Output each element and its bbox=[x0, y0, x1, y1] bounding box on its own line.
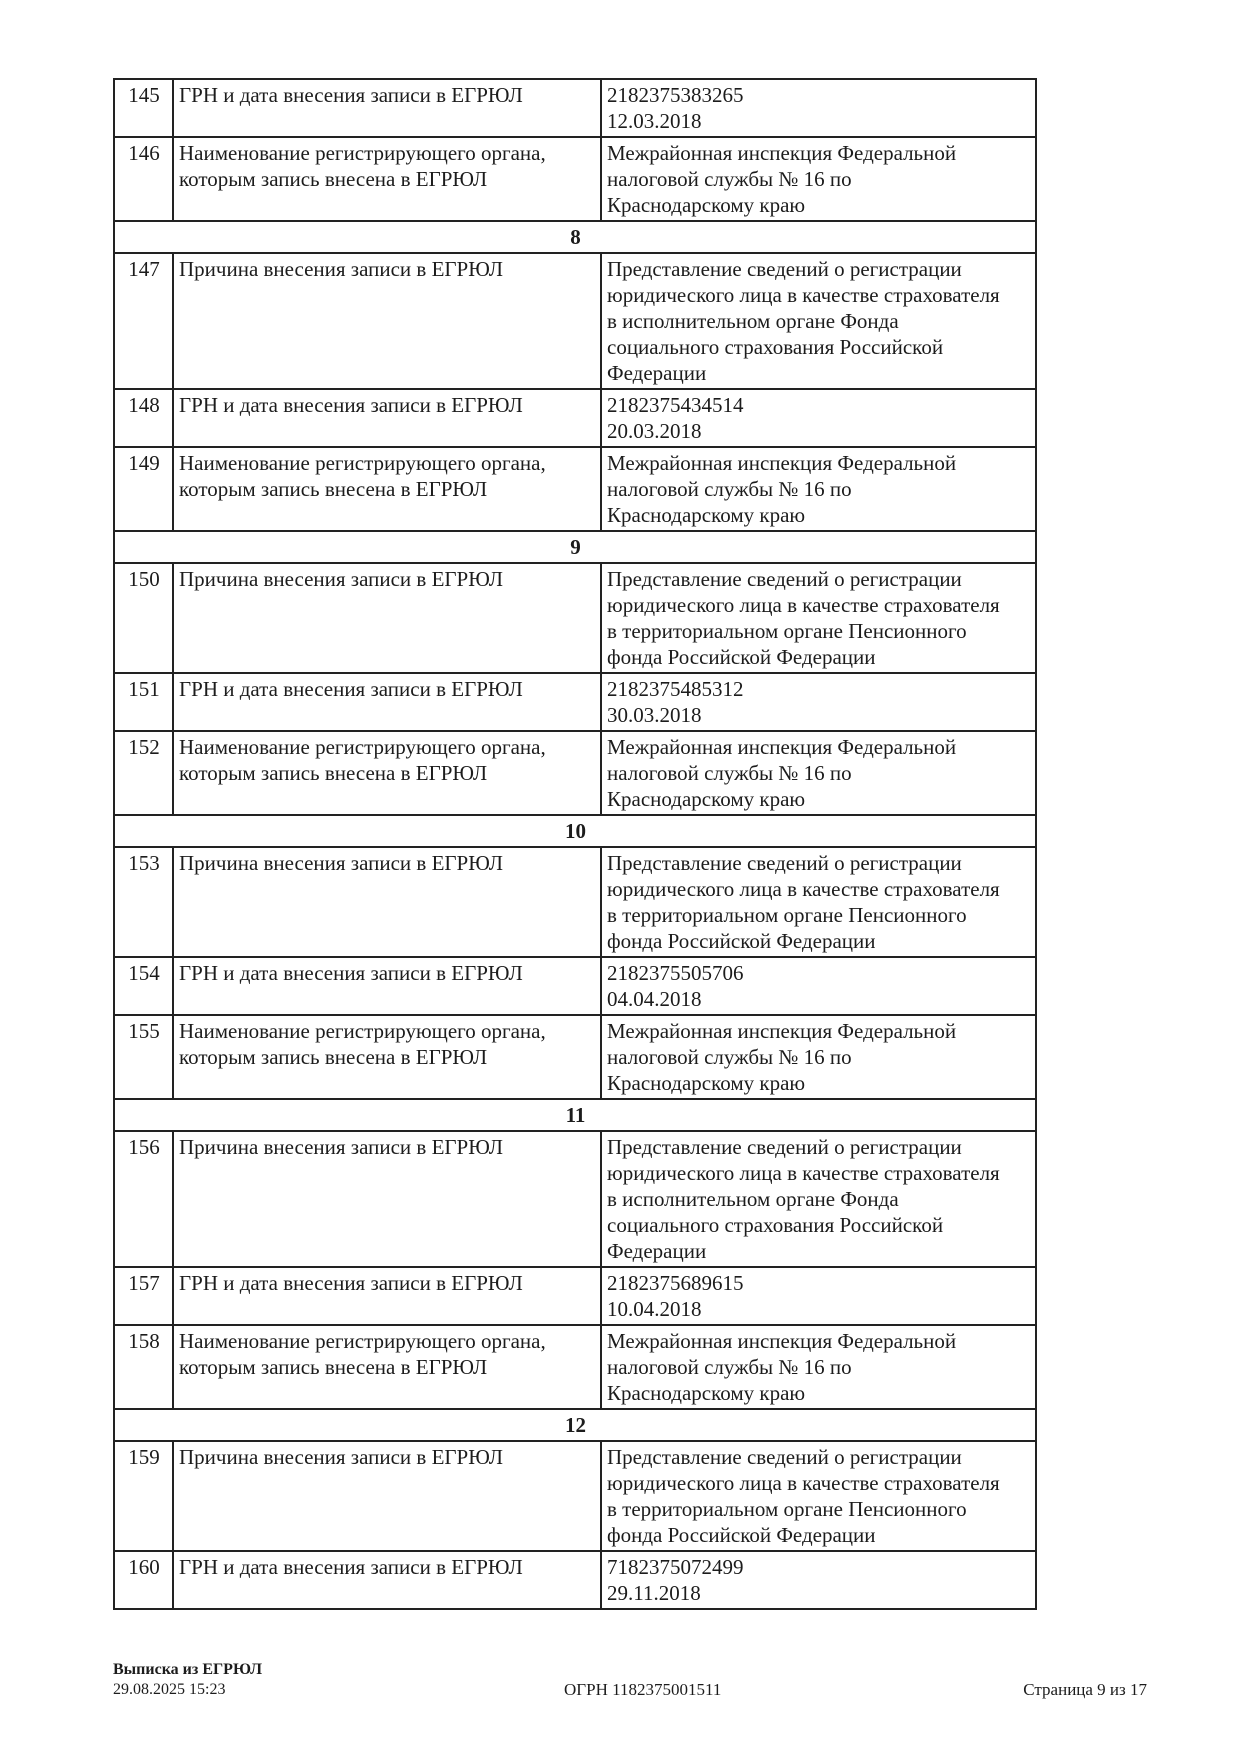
record-number: 150 bbox=[114, 563, 173, 673]
table-row bbox=[114, 731, 1036, 815]
record-value-line: Межрайонная инспекция Федеральной bbox=[607, 451, 957, 475]
table-row bbox=[114, 253, 1036, 389]
table-row bbox=[114, 563, 1036, 673]
table-row bbox=[114, 957, 1036, 1015]
record-value-line: юридического лица в качестве страхователя bbox=[607, 877, 1000, 901]
record-label bbox=[173, 447, 601, 531]
record-value-line: налоговой службы № 16 по bbox=[607, 1045, 852, 1069]
record-value-line: налоговой службы № 16 по bbox=[607, 477, 852, 501]
table-row bbox=[114, 79, 1036, 137]
record-value-line: Краснодарскому краю bbox=[607, 787, 806, 811]
record-value-line: 2182375485312 bbox=[607, 677, 744, 701]
record-label-line: Причина внесения записи в ЕГРЮЛ bbox=[179, 257, 504, 281]
record-value-line: Федерации bbox=[607, 361, 707, 385]
table-row bbox=[114, 1267, 1036, 1325]
record-value bbox=[601, 79, 1036, 137]
record-value-line: 04.04.2018 bbox=[607, 987, 702, 1011]
record-value-line: юридического лица в качестве страхователя bbox=[607, 1161, 1000, 1185]
table-row bbox=[114, 847, 1036, 957]
record-number: 151 bbox=[114, 673, 173, 731]
record-label bbox=[173, 389, 601, 447]
record-value-line: налоговой службы № 16 по bbox=[607, 167, 852, 191]
record-value-line: юридического лица в качестве страхователя bbox=[607, 283, 1000, 307]
footer-ogrn: ОГРН 1182375001511 bbox=[564, 1680, 722, 1699]
footer-doc-name: Выписка из ЕГРЮЛ bbox=[113, 1661, 263, 1678]
section-number: 8 bbox=[114, 221, 1036, 253]
record-value-line: фонда Российской Федерации bbox=[607, 1523, 876, 1547]
section-number: 10 bbox=[114, 815, 1036, 847]
record-number: 145 bbox=[114, 79, 173, 137]
record-number: 149 bbox=[114, 447, 173, 531]
table-row bbox=[114, 389, 1036, 447]
record-label-line: которым запись внесена в ЕГРЮЛ bbox=[179, 1045, 488, 1069]
record-value-line: Краснодарскому краю bbox=[607, 1381, 806, 1405]
table-row bbox=[114, 1441, 1036, 1551]
record-number: 159 bbox=[114, 1441, 173, 1551]
page-footer bbox=[113, 1660, 1147, 1700]
record-label-line: ГРН и дата внесения записи в ЕГРЮЛ bbox=[179, 83, 523, 107]
record-number: 146 bbox=[114, 137, 173, 221]
record-value-line: 12.03.2018 bbox=[607, 109, 702, 133]
record-label bbox=[173, 731, 601, 815]
record-value-line: Краснодарскому краю bbox=[607, 1071, 806, 1095]
record-value-line: Представление сведений о регистрации bbox=[607, 567, 962, 591]
record-value-line: в территориальном органе Пенсионного bbox=[607, 619, 967, 643]
footer-left-block bbox=[113, 1660, 262, 1700]
table-row bbox=[114, 673, 1036, 731]
record-value bbox=[601, 1441, 1036, 1551]
record-value bbox=[601, 447, 1036, 531]
record-label-line: ГРН и дата внесения записи в ЕГРЮЛ bbox=[179, 677, 523, 701]
section-header-row bbox=[114, 815, 1036, 847]
record-label bbox=[173, 563, 601, 673]
section-header-row bbox=[114, 1099, 1036, 1131]
record-value-line: юридического лица в качестве страхователя bbox=[607, 593, 1000, 617]
record-value-line: Межрайонная инспекция Федеральной bbox=[607, 141, 957, 165]
record-label-line: Причина внесения записи в ЕГРЮЛ bbox=[179, 1445, 504, 1469]
record-value-line: 2182375434514 bbox=[607, 393, 744, 417]
section-number: 9 bbox=[114, 531, 1036, 563]
record-label bbox=[173, 1551, 601, 1609]
record-value-line: Представление сведений о регистрации bbox=[607, 851, 962, 875]
record-value bbox=[601, 563, 1036, 673]
section-number: 11 bbox=[114, 1099, 1036, 1131]
record-number: 155 bbox=[114, 1015, 173, 1099]
record-value bbox=[601, 253, 1036, 389]
record-label-line: которым запись внесена в ЕГРЮЛ bbox=[179, 761, 488, 785]
record-value bbox=[601, 1131, 1036, 1267]
table-row bbox=[114, 137, 1036, 221]
record-value-line: Представление сведений о регистрации bbox=[607, 257, 962, 281]
record-label-line: Причина внесения записи в ЕГРЮЛ bbox=[179, 567, 504, 591]
section-header-row bbox=[114, 531, 1036, 563]
record-label bbox=[173, 847, 601, 957]
record-value bbox=[601, 957, 1036, 1015]
record-number: 153 bbox=[114, 847, 173, 957]
record-value-line: 2182375689615 bbox=[607, 1271, 744, 1295]
record-label-line: Наименование регистрирующего органа, bbox=[179, 1019, 546, 1043]
section-header-row bbox=[114, 1409, 1036, 1441]
record-value-line: социального страхования Российской bbox=[607, 1213, 944, 1237]
record-label-line: ГРН и дата внесения записи в ЕГРЮЛ bbox=[179, 1555, 523, 1579]
record-label-line: Причина внесения записи в ЕГРЮЛ bbox=[179, 1135, 504, 1159]
record-value-line: Краснодарскому краю bbox=[607, 193, 806, 217]
record-value-line: налоговой службы № 16 по bbox=[607, 761, 852, 785]
record-value bbox=[601, 1551, 1036, 1609]
record-value-line: фонда Российской Федерации bbox=[607, 645, 876, 669]
record-value-line: 7182375072499 bbox=[607, 1555, 744, 1579]
record-value-line: Краснодарскому краю bbox=[607, 503, 806, 527]
record-label bbox=[173, 253, 601, 389]
record-label bbox=[173, 1131, 601, 1267]
record-label bbox=[173, 79, 601, 137]
table-body bbox=[114, 79, 1036, 1609]
record-label bbox=[173, 1325, 601, 1409]
footer-page-number: Страница 9 из 17 bbox=[1023, 1680, 1147, 1699]
record-value-line: 2182375505706 bbox=[607, 961, 744, 985]
record-label-line: ГРН и дата внесения записи в ЕГРЮЛ bbox=[179, 1271, 523, 1295]
section-header-row bbox=[114, 221, 1036, 253]
record-value bbox=[601, 137, 1036, 221]
record-label-line: ГРН и дата внесения записи в ЕГРЮЛ bbox=[179, 393, 523, 417]
record-value-line: Межрайонная инспекция Федеральной bbox=[607, 1329, 957, 1353]
record-label-line: Наименование регистрирующего органа, bbox=[179, 735, 546, 759]
record-value-line: в территориальном органе Пенсионного bbox=[607, 903, 967, 927]
record-number: 160 bbox=[114, 1551, 173, 1609]
record-label bbox=[173, 137, 601, 221]
table-row bbox=[114, 1325, 1036, 1409]
record-value-line: Представление сведений о регистрации bbox=[607, 1135, 962, 1159]
record-number: 158 bbox=[114, 1325, 173, 1409]
table-row bbox=[114, 1015, 1036, 1099]
record-value bbox=[601, 389, 1036, 447]
record-value bbox=[601, 1015, 1036, 1099]
record-value-line: налоговой службы № 16 по bbox=[607, 1355, 852, 1379]
record-number: 156 bbox=[114, 1131, 173, 1267]
record-value-line: Представление сведений о регистрации bbox=[607, 1445, 962, 1469]
record-label-line: которым запись внесена в ЕГРЮЛ bbox=[179, 477, 488, 501]
record-value-line: 2182375383265 bbox=[607, 83, 744, 107]
record-label-line: Причина внесения записи в ЕГРЮЛ bbox=[179, 851, 504, 875]
section-number: 12 bbox=[114, 1409, 1036, 1441]
record-value-line: в исполнительном органе Фонда bbox=[607, 1187, 899, 1211]
record-label bbox=[173, 1441, 601, 1551]
record-value bbox=[601, 847, 1036, 957]
record-label bbox=[173, 1015, 601, 1099]
record-number: 157 bbox=[114, 1267, 173, 1325]
record-value-line: Федерации bbox=[607, 1239, 707, 1263]
record-value-line: фонда Российской Федерации bbox=[607, 929, 876, 953]
record-number: 152 bbox=[114, 731, 173, 815]
record-value-line: 10.04.2018 bbox=[607, 1297, 702, 1321]
record-number: 154 bbox=[114, 957, 173, 1015]
record-label-line: Наименование регистрирующего органа, bbox=[179, 141, 546, 165]
record-value-line: 30.03.2018 bbox=[607, 703, 702, 727]
record-value-line: Межрайонная инспекция Федеральной bbox=[607, 735, 957, 759]
record-value-line: юридического лица в качестве страхователя bbox=[607, 1471, 1000, 1495]
record-label-line: ГРН и дата внесения записи в ЕГРЮЛ bbox=[179, 961, 523, 985]
record-label-line: Наименование регистрирующего органа, bbox=[179, 451, 546, 475]
record-value-line: Межрайонная инспекция Федеральной bbox=[607, 1019, 957, 1043]
record-label bbox=[173, 957, 601, 1015]
record-label-line: Наименование регистрирующего органа, bbox=[179, 1329, 546, 1353]
record-value-line: 29.11.2018 bbox=[607, 1581, 701, 1605]
record-value bbox=[601, 1267, 1036, 1325]
record-label-line: которым запись внесена в ЕГРЮЛ bbox=[179, 1355, 488, 1379]
record-number: 147 bbox=[114, 253, 173, 389]
table-row bbox=[114, 1551, 1036, 1609]
footer-datetime: 29.08.2025 15:23 bbox=[113, 1681, 226, 1698]
record-label bbox=[173, 673, 601, 731]
record-value-line: социального страхования Российской bbox=[607, 335, 944, 359]
record-value-line: в территориальном органе Пенсионного bbox=[607, 1497, 967, 1521]
record-value bbox=[601, 673, 1036, 731]
record-label-line: которым запись внесена в ЕГРЮЛ bbox=[179, 167, 488, 191]
record-value bbox=[601, 731, 1036, 815]
table-row bbox=[114, 447, 1036, 531]
record-value bbox=[601, 1325, 1036, 1409]
record-value-line: 20.03.2018 bbox=[607, 419, 702, 443]
record-label bbox=[173, 1267, 601, 1325]
record-value-line: в исполнительном органе Фонда bbox=[607, 309, 899, 333]
table-row bbox=[114, 1131, 1036, 1267]
record-number: 148 bbox=[114, 389, 173, 447]
egrul-records-table bbox=[113, 78, 1037, 1610]
